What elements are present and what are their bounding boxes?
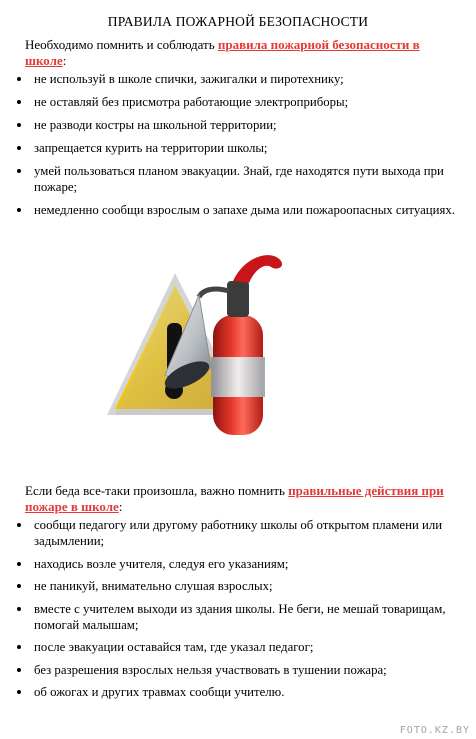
list-item <box>0 639 476 655</box>
list-item <box>0 117 476 133</box>
section1-intro-colon: : <box>62 53 67 68</box>
bullet-icon <box>17 123 21 127</box>
section2-intro-highlight: правильные действия при пожаре в школе <box>25 483 444 514</box>
fire-safety-rules-list <box>0 71 476 225</box>
list-item-text: умей пользоваться планом эвакуации. Знай, где находятся пути выхода при пожаре; <box>34 164 444 194</box>
watermark: FOTO.KZ.BY <box>399 725 470 736</box>
bullet-icon <box>17 690 21 694</box>
list-item <box>0 578 476 594</box>
section1-intro-highlight: правила пожарной безопасности в школе <box>25 37 420 68</box>
fire-actions-list <box>0 517 476 707</box>
list-item <box>0 556 476 572</box>
list-item <box>0 140 476 156</box>
bullet-icon <box>17 77 21 81</box>
list-item-text: сообщи педагогу или другому работнику школы об открытом пламени или задымлении; <box>34 518 443 548</box>
bullet-icon <box>17 100 21 104</box>
bullet-icon <box>17 607 21 611</box>
list-item-text: не паникуй, внимательно слушая взрослых; <box>34 579 273 593</box>
list-item-text: вместе с учителем выходи из здания школы. Не беги, не мешай товарищам, помогай малышам; <box>34 601 446 632</box>
bullet-icon <box>17 668 21 672</box>
warning-and-extinguisher-illustration <box>105 245 370 445</box>
bullet-icon <box>17 208 21 212</box>
list-item-text: после эвакуации оставайся там, где указал педагог; <box>34 640 314 654</box>
section2-intro <box>25 483 465 515</box>
bullet-icon <box>17 562 21 566</box>
list-item <box>0 163 476 195</box>
list-item <box>0 71 476 87</box>
list-item-text: немедленно сообщи взрослым о запахе дыма или пожароопасных ситуациях. <box>34 203 455 217</box>
list-item-text: без разрешения взрослых нельзя участвовать в тушении пожара; <box>34 662 387 677</box>
list-item <box>0 202 476 218</box>
section2-intro-text: Если беда все-таки произошла, важно помнить <box>25 483 289 498</box>
list-item-text: не используй в школе спички, зажигалки и пиротехнику; <box>34 72 344 86</box>
bullet-icon <box>17 645 21 649</box>
section2-intro-colon: : <box>118 499 123 514</box>
list-item <box>0 662 476 678</box>
section1-intro-text: Необходимо помнить и соблюдать <box>25 37 218 52</box>
list-item-text: находись возле учителя, следуя его указаниям; <box>34 556 289 571</box>
bullet-icon <box>17 169 21 173</box>
list-item-text: об ожогах и других травмах сообщи учителю. <box>34 685 285 699</box>
list-item-text: не оставляй без присмотра работающие электроприборы; <box>34 95 349 109</box>
bullet-icon <box>17 584 21 588</box>
section1-intro <box>25 37 445 69</box>
list-item <box>0 601 476 633</box>
list-item <box>0 684 476 700</box>
list-item <box>0 517 476 549</box>
bullet-icon <box>17 146 21 150</box>
list-item-text: не разводи костры на школьной территории; <box>34 118 277 132</box>
bullet-icon <box>17 523 21 527</box>
list-item <box>0 94 476 110</box>
list-item-text: запрещается курить на территории школы; <box>34 141 268 155</box>
page-title: ПРАВИЛА ПОЖАРНОЙ БЕЗОПАСНОСТИ <box>107 14 369 29</box>
